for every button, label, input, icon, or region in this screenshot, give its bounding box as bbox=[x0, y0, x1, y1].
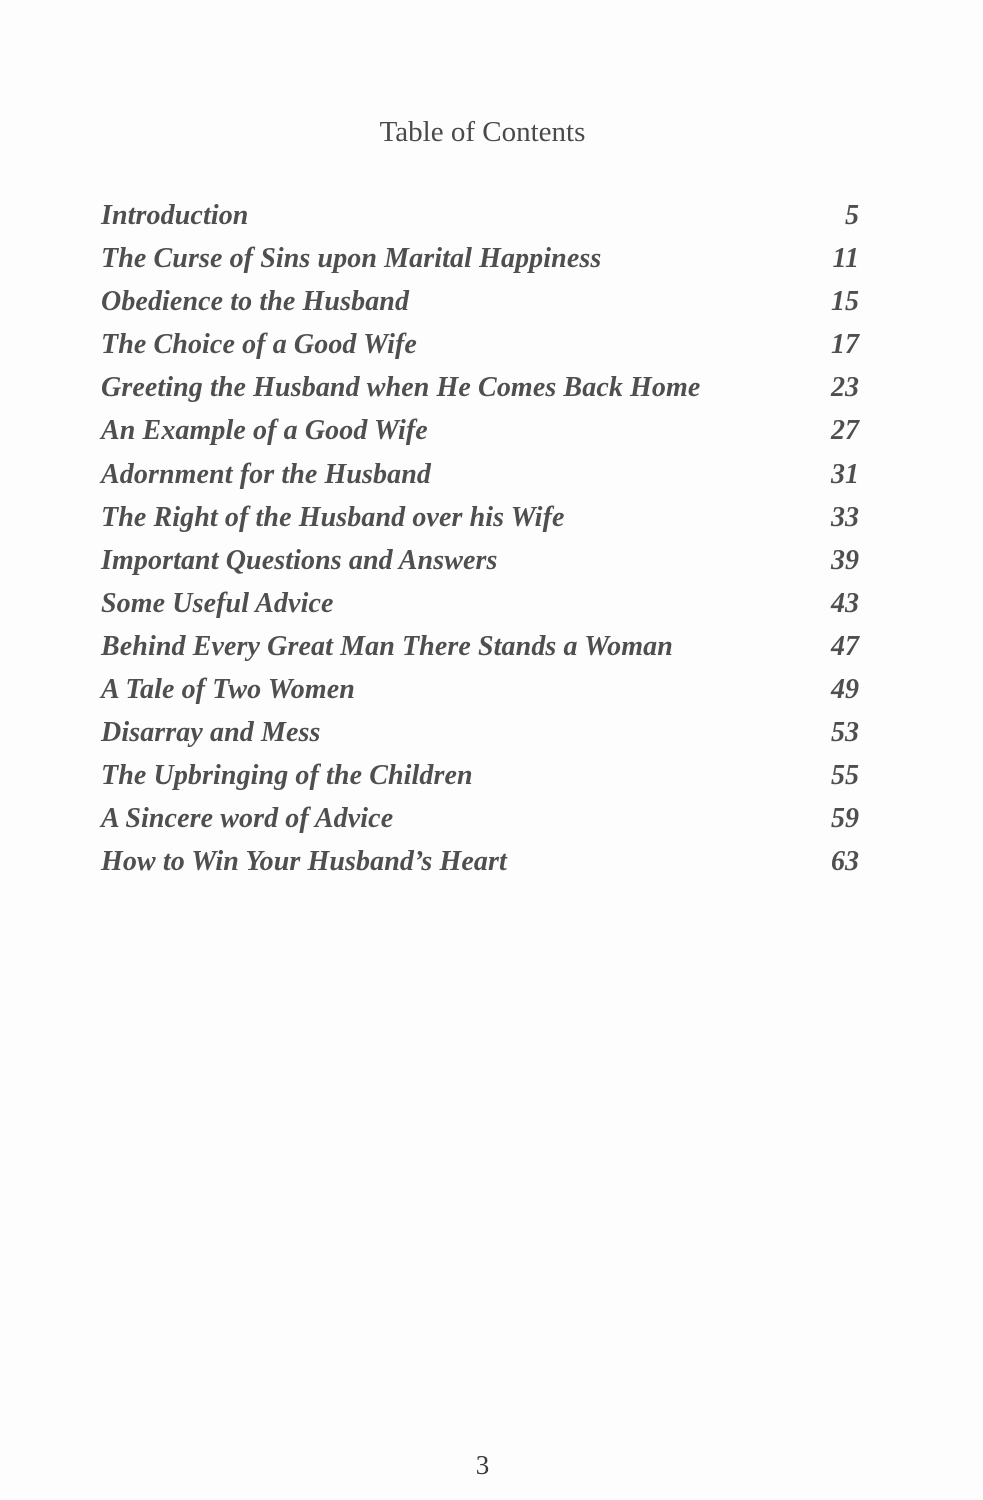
toc-entry-page: 23 bbox=[831, 372, 859, 404]
toc-entry-page: 33 bbox=[831, 501, 859, 533]
toc-entry bbox=[101, 717, 859, 760]
toc-entry-title: The Upbringing of the Children bbox=[101, 760, 473, 792]
toc-entry-page: 43 bbox=[831, 587, 859, 619]
toc-entry bbox=[101, 200, 859, 243]
toc-entry-page: 15 bbox=[831, 286, 859, 318]
toc-entry bbox=[101, 631, 859, 674]
toc-entry bbox=[101, 243, 859, 286]
toc-entry-page: 59 bbox=[831, 803, 859, 835]
toc-entry-page: 27 bbox=[831, 415, 859, 447]
toc-entry bbox=[101, 372, 859, 415]
toc-entry-title: Introduction bbox=[101, 200, 249, 231]
toc-entry-title: The Right of the Husband over his Wife bbox=[101, 501, 565, 533]
toc-entry-page: 49 bbox=[831, 674, 859, 706]
toc-entry bbox=[101, 760, 859, 803]
toc-entry bbox=[101, 329, 859, 372]
toc-entry-page: 31 bbox=[831, 458, 859, 490]
toc-entry-page: 47 bbox=[831, 630, 859, 662]
toc-entry bbox=[101, 415, 859, 458]
toc-entry-page: 55 bbox=[831, 760, 859, 792]
toc-entry-page: 5 bbox=[845, 200, 859, 231]
toc-entry-page: 39 bbox=[831, 544, 859, 576]
toc-entry-page: 63 bbox=[831, 846, 859, 878]
toc-entry bbox=[101, 803, 859, 846]
toc-entry bbox=[101, 588, 859, 631]
toc-entry-title: How to Win Your Husband’s Heart bbox=[101, 846, 507, 878]
toc-entry-title: The Curse of Sins upon Marital Happiness bbox=[101, 243, 602, 275]
toc-entry bbox=[101, 502, 859, 545]
toc-entry-title: Obedience to the Husband bbox=[101, 286, 410, 318]
toc-entry-title: The Choice of a Good Wife bbox=[101, 329, 417, 361]
toc-entry-page: 17 bbox=[831, 329, 859, 361]
toc-entry bbox=[101, 846, 859, 889]
toc-entry-title: A Sincere word of Advice bbox=[101, 803, 394, 835]
toc-entry-title: Disarray and Mess bbox=[101, 717, 321, 749]
toc-entry bbox=[101, 286, 859, 329]
page-title: Table of Contents bbox=[379, 116, 586, 148]
page-number: 3 bbox=[475, 1450, 490, 1480]
toc-entry bbox=[101, 459, 859, 502]
toc-entry-title: Behind Every Great Man There Stands a Woman bbox=[101, 630, 673, 662]
toc-entry bbox=[101, 545, 859, 588]
toc-entry-title: A Tale of Two Women bbox=[101, 674, 355, 706]
toc-entry-page: 11 bbox=[832, 243, 859, 275]
toc-entry-title: An Example of a Good Wife bbox=[101, 415, 428, 447]
table-of-contents bbox=[101, 200, 859, 890]
toc-entry-title: Greeting the Husband when He Comes Back Home bbox=[101, 372, 701, 404]
toc-entry-title: Some Useful Advice bbox=[101, 587, 334, 619]
toc-entry-title: Important Questions and Answers bbox=[101, 544, 498, 576]
toc-entry bbox=[101, 674, 859, 717]
toc-entry-title: Adornment for the Husband bbox=[101, 458, 432, 490]
toc-entry-page: 53 bbox=[831, 717, 859, 749]
